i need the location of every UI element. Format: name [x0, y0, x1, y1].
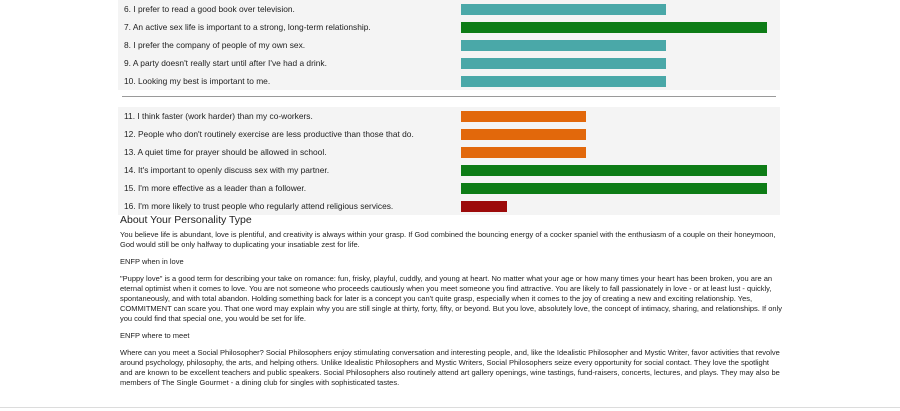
question-text: 11. I think faster (work harder) than my co-workers. — [124, 111, 313, 121]
meet-text: Where can you meet a Social Philosopher? Social Philosophers enjoy stimulating conversation and interesting people, and, like the Idealistic Philosopher and Mystic Writer, favor activities that revolve around psychology, philosophy, the arts, and helping others. Unlike Idealistic Philosophers and Mystic Writers, Social Philosophers seize every opportunity for social contact. They love the spotlight and are known to be excellent teachers and public speakers. Social Philosophers also routinely attend art gallery openings, wine tastings, fund-raisers, concerts, lectures, and plays. They may also be members of The Single Gourmet - a dining club for singles with sophisticated tastes. — [120, 347, 780, 388]
question-group-1 — [118, 0, 780, 90]
question-text: 14. It's important to openly discuss sex with my partner. — [124, 165, 330, 175]
answer-bar — [461, 147, 586, 158]
answer-bar — [461, 183, 767, 194]
answer-bar — [461, 76, 666, 87]
question-row — [118, 18, 780, 36]
answer-bar — [461, 111, 586, 122]
question-group-2 — [118, 107, 780, 215]
question-text: 15. I'm more effective as a leader than a follower. — [124, 183, 307, 193]
question-row — [118, 161, 780, 179]
about-title: About Your Personality Type — [120, 214, 252, 226]
question-row — [118, 107, 780, 125]
answer-bar — [461, 58, 666, 69]
question-row — [118, 0, 780, 18]
question-text: 13. A quiet time for prayer should be allowed in school. — [124, 147, 327, 157]
answer-bar — [461, 22, 767, 33]
question-text: 12. People who don't routinely exercise are less productive than those that do. — [124, 129, 414, 139]
question-row — [118, 72, 780, 90]
question-row — [118, 197, 780, 215]
question-row — [118, 125, 780, 143]
answer-bar — [461, 129, 586, 140]
question-row — [118, 36, 780, 54]
question-text: 16. I'm more likely to trust people who regularly attend religious services. — [124, 201, 394, 211]
about-section — [120, 230, 782, 395]
question-text: 8. I prefer the company of people of my own sex. — [124, 40, 306, 50]
question-row — [118, 54, 780, 72]
bottom-rule — [0, 407, 900, 408]
question-text: 7. An active sex life is important to a strong, long-term relationship. — [124, 22, 371, 32]
question-row — [118, 179, 780, 197]
answer-bar — [461, 4, 666, 15]
meet-heading: ENFP where to meet — [120, 331, 190, 341]
answer-bar — [461, 40, 666, 51]
question-text: 10. Looking my best is important to me. — [124, 76, 271, 86]
answer-bar — [461, 201, 507, 212]
love-heading: ENFP when in love — [120, 256, 184, 266]
survey-results — [118, 0, 780, 215]
love-text: "Puppy love" is a good term for describing your take on romance: fun, frisky, playful, cuddly, and young at heart. No matter what your age or how many times your heart has been broken, you are an eternal optimist when it comes to love. You are not someone who proceeds cautiously when you meet someone you find attractive. You are likely to fall passionately in love - or at least lust - quickly, spontaneously, and with total abandon. Holding something back for later is a concept you can't quite grasp, especially when it comes to the joy of creating a new and exciting relationship. Yes, COMMITMENT can scare you. That one word may explain why you are still single at thirty, forty, fifty, or beyond. But you love, absolutely love, the concept of intimacy, sharing, and relationships. If only you could find that special one, you would be set for life. — [120, 273, 782, 324]
question-text: 9. A party doesn't really start until after I've had a drink. — [124, 58, 327, 68]
about-intro: You believe life is abundant, love is plentiful, and creativity is always within your grasp. If God combined the bouncing energy of a cocker spaniel with the enthusiasm of a couple on their honeymoon, God would still be only halfway to duplicating your insatiable zest for life. — [120, 230, 776, 250]
question-text: 6. I prefer to read a good book over television. — [124, 4, 295, 14]
question-row — [118, 143, 780, 161]
answer-bar — [461, 165, 767, 176]
